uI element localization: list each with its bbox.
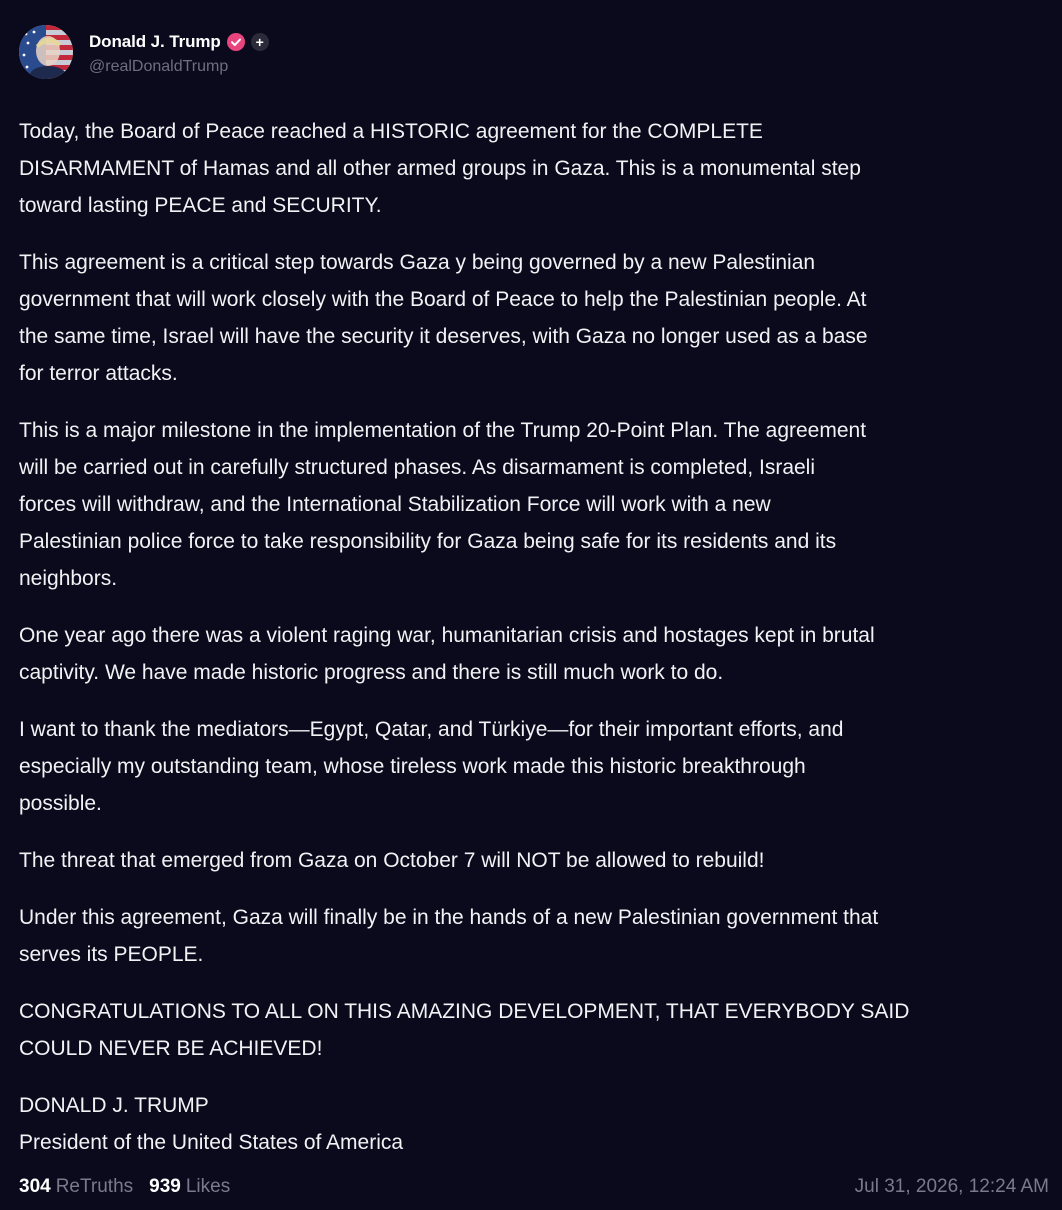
- post-timestamp[interactable]: Jul 31, 2026, 12:24 AM: [854, 1176, 1049, 1197]
- likes-stat[interactable]: [149, 1176, 230, 1198]
- post-paragraph: The threat that emerged from Gaza on October 7 will NOT be allowed to rebuild!: [19, 849, 765, 872]
- likes-label: Likes: [185, 1176, 231, 1197]
- post-paragraph: I want to thank the mediators—Egypt, Qatar, and Türkiye—for their important efforts, and especially my outstanding team, whose tireless work made this historic breakthrough possible.: [19, 718, 844, 815]
- retruths-label: ReTruths: [55, 1176, 134, 1197]
- post-footer: [19, 1172, 1049, 1202]
- post-signature: DONALD J. TRUMP President of the United States of America: [19, 1094, 404, 1154]
- author-display-name[interactable]: Donald J. Trump: [89, 31, 221, 51]
- post-body: [19, 113, 1049, 1161]
- post-paragraph: Today, the Board of Peace reached a HISTORIC agreement for the COMPLETE DISARMAMENT of Hamas and all other armed groups in Gaza. This is a monumental step toward lasting PEACE and SECURITY.: [19, 120, 861, 217]
- post-stats: [19, 1176, 230, 1198]
- retruths-stat[interactable]: [19, 1176, 133, 1198]
- post-header: [19, 24, 269, 80]
- author-handle[interactable]: @realDonaldTrump: [89, 57, 229, 75]
- flag-portrait-avatar-icon: [19, 25, 73, 79]
- post-paragraph: Under this agreement, Gaza will finally be in the hands of a new Palestinian government that serves its PEOPLE.: [19, 906, 879, 966]
- post-paragraph: This agreement is a critical step towards Gaza y being governed by a new Palestinian government that will work closely with the Board of Peace to help the Palestinian people. At the same time, Israel will have the security it deserves, with Gaza no longer used as a base for terror attacks.: [19, 251, 868, 385]
- author-names: [89, 29, 269, 76]
- author-avatar[interactable]: [19, 25, 73, 79]
- post-paragraph: One year ago there was a violent raging war, humanitarian crisis and hostages kept in brutal captivity. We have made historic progress and there is still much work to do.: [19, 624, 875, 684]
- post-paragraph: CONGRATULATIONS TO ALL ON THIS AMAZING DEVELOPMENT, THAT EVERYBODY SAID COULD NEVER BE ACHIEVED!: [19, 1000, 910, 1060]
- verified-badge-icon: [227, 33, 245, 51]
- name-row: [89, 29, 269, 55]
- likes-count: 939: [149, 1176, 181, 1197]
- retruths-count: 304: [19, 1176, 51, 1197]
- post-paragraph: This is a major milestone in the implementation of the Trump 20-Point Plan. The agreement will be carried out in carefully structured phases. As disarmament is completed, Israeli forces will withdraw, and the International Stabilization Force will work with a new Palestinian police force to take responsibility for Gaza being safe for its residents and its neighbors.: [19, 419, 867, 590]
- plus-badge-icon: +: [251, 33, 269, 51]
